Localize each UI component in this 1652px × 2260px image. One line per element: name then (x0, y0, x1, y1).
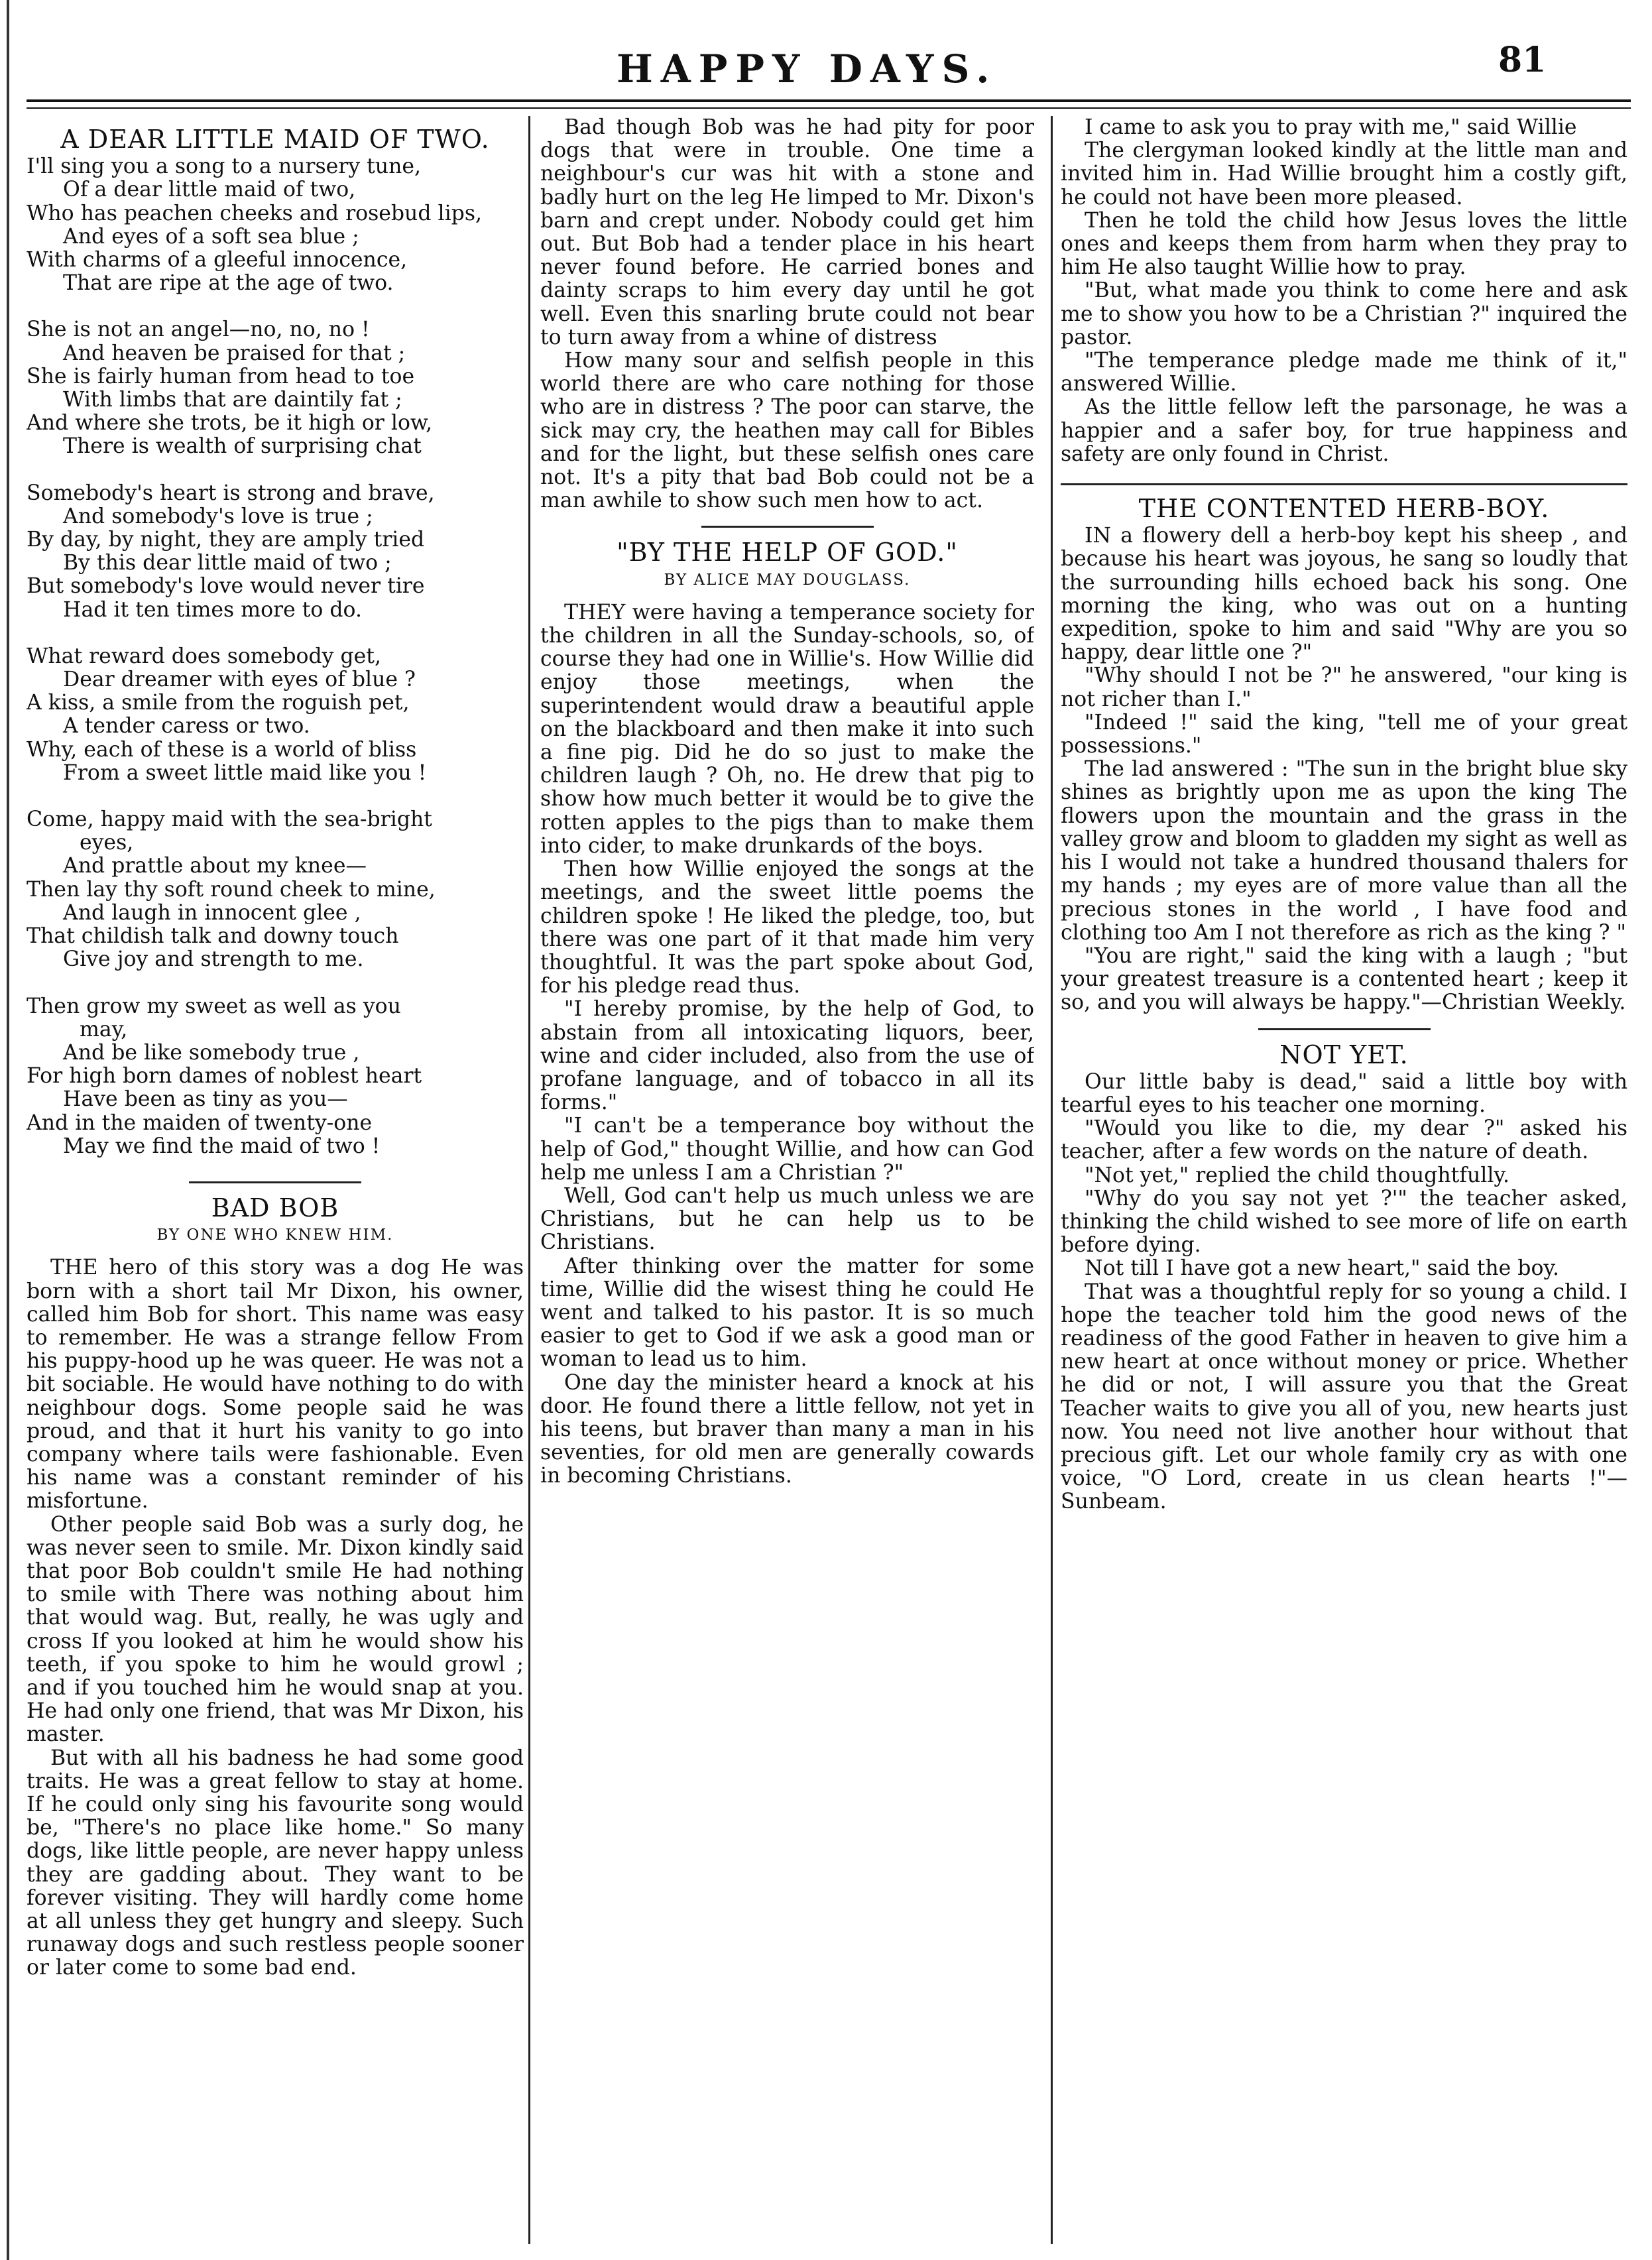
paragraph: Then how Willie enjoyed the songs at the meetings, and the sweet little poems the children spoke ! He liked the pledge, too, but there was one part of it that made him very thoughtful. It was the part spoke about God, for his pledge read thus. (540, 857, 1034, 998)
help-of-god-byline: BY ALICE MAY DOUGLASS. (664, 571, 911, 589)
poem-line: From a sweet little maid like you ! (63, 760, 427, 785)
poem-line: She is not an angel—no, no, no ! (27, 318, 370, 342)
poem-line: And somebody's love is true ; (63, 504, 373, 528)
poem-line: And laugh in innocent glee , (63, 900, 361, 925)
column-left (27, 116, 524, 2237)
paragraph: "I can't be a temperance boy without the help of God," thought Willie, and how can God help me unless I am a Christian ?" (540, 1114, 1034, 1185)
poem-line: Have been as tiny as you— (63, 1087, 348, 1112)
help-of-god-continued (1061, 116, 1627, 466)
column-divider (528, 116, 530, 2244)
paragraph: THE hero of this story was a dog He was born with a short tail Mr Dixon, his owner, called him Bob for short. This name was easy to remember. He was a strange fellow From his puppy-hood up he was queer. He was not a bit sociable. He would have nothing to do with neighbour dogs. Some people said he was proud, and that it hurt his vanity to go into company where tails were fashionable. Even his name was a constant reminder of his misfortune. (27, 1256, 524, 1514)
paragraph: "You are right," said the king with a laugh ; "but your greatest treasure is a contented heart ; keep it so, and you will always be happy."—Christian Weekly. (1061, 943, 1627, 1015)
poem-line: may, (80, 1017, 128, 1041)
section-divider (1258, 1028, 1431, 1030)
paragraph: How many sour and selfish people in this world there are who care nothing for those who are in distress ? The poor can starve, the sick may cry, the heathen may call for Bibles and for the light, but these selfish ones care not. It's a pity that bad Bob could not be a man awhile to show such men how to act. (540, 349, 1034, 513)
help-of-god-body (540, 601, 1034, 1488)
poem-line: Come, happy maid with the sea-bright (27, 807, 432, 832)
paragraph: I came to ask you to pray with me," said Willie (1085, 116, 1577, 139)
bad-bob-body (27, 1256, 524, 1980)
paragraph: Well, God can't help us much unless we are Christians, but he can help us to be Christians. (540, 1183, 1034, 1255)
poem-line: With limbs that are daintily fat ; (63, 388, 402, 412)
column-right (1061, 116, 1627, 2237)
section-divider (701, 526, 874, 528)
paragraph: That was a thoughtful reply for so young a child. I hope the teacher told him the good news of the readiness of the good Father in heaven to give him a new heart at once without money or price. Whether he did or not, I will assure you that the Great Teacher waits to give you all of you, new hearts just now. You need not live another hour without that precious gift. Let our whole family cry as with one voice, "O Lord, create in us clean hearts !"—Sunbeam. (1061, 1279, 1627, 1514)
poem-line: eyes, (80, 831, 134, 855)
poem-line: She is fairly human from head to toe (27, 364, 415, 388)
paragraph: After thinking over the matter for some time, Willie did the wisest thing he could He went and talked to his pastor. It is so much easier to get to God if we ask a good man or woman to lead us to him. (540, 1254, 1034, 1372)
not-yet-body (1061, 1071, 1627, 1514)
poem-line: I'll sing you a song to a nursery tune, (27, 154, 422, 179)
herb-boy-title: THE CONTENTED HERB-BOY. (1138, 494, 1550, 524)
poem-line: Had it ten times more to do. (63, 597, 362, 622)
poem-stanza (27, 645, 524, 785)
poem-stanza (27, 482, 524, 622)
header-rule-thin (27, 107, 1631, 109)
paragraph: Bad though Bob was he had pity for poor dogs that were in trouble. One time a neighbour's cur was hit with a stone and badly hurt on the leg He limped to Mr. Dixon's barn and crept under. Nobody could get him out. But Bob had a tender place in his heart never found before. He carried bones and dainty scraps to him every day until he got well. Even this snarling brute could not bear to turn away from a whine of distress (540, 116, 1034, 349)
poem-line: Then lay thy soft round cheek to mine, (27, 877, 436, 902)
poem-stanza (27, 318, 524, 458)
paragraph: Then he told the child how Jesus loves the little ones and keeps them from harm when they pray to him He also taught Willie how to pray. (1061, 208, 1627, 280)
paragraph: "I hereby promise, by the help of God, to abstain from all intoxicating liquors, beer, wine and cider included, also from the use of profane language, and of tobacco in all its forms." (540, 997, 1034, 1115)
paragraph: "Would you like to die, my dear ?" asked his teacher, after a few words on the nature of death. (1061, 1116, 1627, 1164)
poem-line: Why, each of these is a world of bliss (27, 737, 417, 762)
poem-line: A kiss, a smile from the roguish pet, (27, 691, 410, 715)
poem-line: Then grow my sweet as well as you (27, 994, 401, 1018)
paragraph: Not till I have got a new heart," said the boy. (1085, 1256, 1560, 1281)
poem-line: But somebody's love would never tire (27, 574, 425, 599)
column-divider (1051, 116, 1053, 2244)
page-edge-binding (7, 0, 9, 2260)
poem-stanza (27, 808, 524, 971)
poem-body (27, 155, 524, 1158)
column-middle (540, 116, 1034, 2237)
paragraph: "The temperance pledge made me think of it," answered Willie. (1061, 349, 1627, 396)
page-number: 81 (1498, 40, 1547, 80)
poem-line: Give joy and strength to me. (63, 947, 364, 972)
bad-bob-continued (540, 116, 1034, 512)
paragraph: As the little fellow left the parsonage, he was a happier and a safer boy, for true happiness and safety are only found in Christ. (1061, 395, 1627, 466)
poem-line: Of a dear little maid of two, (63, 178, 356, 202)
poem-line: By day, by night, they are amply tried (27, 528, 425, 552)
paragraph: "Not yet," replied the child thoughtfully. (1085, 1163, 1510, 1187)
herb-boy-body (1061, 524, 1627, 1014)
paragraph: "Why should I not be ?" he answered, "our king is not richer than I." (1061, 664, 1627, 711)
paragraph: "Indeed !" said the king, "tell me of your great possessions." (1061, 710, 1627, 758)
page-title: HAPPY DAYS. (617, 46, 998, 91)
poem-line: May we find the maid of two ! (63, 1134, 381, 1158)
help-of-god-title: "BY THE HELP OF GOD." (617, 538, 958, 567)
poem-title: A DEAR LITTLE MAID OF TWO. (60, 125, 490, 154)
poem-stanza (27, 995, 524, 1158)
poem-line: And in the maiden of twenty-one (27, 1110, 373, 1135)
poem-line: That are ripe at the age of two. (63, 271, 394, 296)
paragraph: Our little baby is dead," said a little boy with tearful eyes to his teacher one morning. (1061, 1069, 1627, 1117)
poem-stanza (27, 155, 524, 295)
poem-line: Who has peachen cheeks and rosebud lips, (27, 201, 483, 225)
paragraph: One day the minister heard a knock at his door. He found there a little fellow, not yet in his teens, but braver than many a man in his seventies, for old men are generally cowards in becoming Christians. (540, 1370, 1034, 1488)
paragraph: IN a flowery dell a herb-boy kept his sheep , and because his heart was joyous, he sang so loudly that the surrounding hills echoed back his song. One morning the king, who was out on a hunting expedition, spoke to him and said "Why are you so happy, dear little one ?" (1061, 524, 1627, 665)
paragraph: THEY were having a temperance society for the children in all the Sunday-schools, so, of course they had one in Willie's. How Willie did enjoy those meetings, when the superintendent would draw a beautiful apple on the blackboard and then make it into such a fine pig. Did he do so just to make the children laugh ? Oh, no. He drew that pig to show how much better it would be to give the rotten apples to the pigs than to make them into cider, to make drunkards of the boys. (540, 600, 1034, 858)
paragraph: "But, what made you think to come here and ask me to show you how to be a Christian ?" inquired the pastor. (1061, 278, 1627, 349)
poem-line: And prattle about my knee— (63, 854, 367, 878)
poem-line: Somebody's heart is strong and brave, (27, 481, 435, 505)
not-yet-title: NOT YET. (1279, 1040, 1409, 1069)
paragraph: Other people said Bob was a surly dog, he was never seen to smile. Mr. Dixon kindly said that poor Bob couldn't smile He had nothing to smile with There was nothing about him that would wag. But, really, he was ugly and cross If you looked at him he would show his teeth, if you spoke to him he would growl ; and if you touched him he would snap at you. He had only one friend, that was Mr Dixon, his master. (27, 1512, 524, 1747)
poem-line: There is wealth of surprising chat (63, 434, 422, 459)
header-rule (27, 99, 1631, 102)
poem-line: And where she trots, be it high or low, (27, 411, 433, 436)
poem-line: That childish talk and downy touch (27, 924, 399, 949)
paragraph: "Why do you say not yet ?'" the teacher asked, thinking the child wished to see more of life on earth before dying. (1061, 1186, 1627, 1258)
section-divider (1061, 483, 1627, 485)
poem-line: For high born dames of noblest heart (27, 1064, 422, 1089)
page-header (0, 27, 1652, 106)
paragraph: The lad answered : "The sun in the bright blue sky shines as brightly upon me as upon the king The flowers upon the mountain and the grass in the valley grow and bloom to gladden my sight as well as his I would not take a hundred thousand thalers for my hands ; my eyes are of more value than all the precious stones in the world , I have food and clothing too Am I not therefore as rich as the king ? " (1061, 757, 1627, 945)
paragraph: But with all his badness he had some good traits. He was a great fellow to stay at home. If he could only sing his favourite song would be, "There's no place like home." So many dogs, like little people, are never happy unless they are gadding about. They want to be forever visiting. They will hardly come home at all unless they get hungry and sleepy. Such runaway dogs and such restless people sooner or later come to some bad end. (27, 1746, 524, 1980)
poem-line: With charms of a gleeful innocence, (27, 248, 408, 272)
poem-line: Dear dreamer with eyes of blue ? (63, 668, 416, 692)
bad-bob-title: BAD BOB (211, 1193, 339, 1222)
poem-line: And be like somebody true , (63, 1040, 360, 1065)
paragraph: The clergyman looked kindly at the little man and invited him in. Had Willie brought him a costly gift, he could not have been more pleased. (1061, 139, 1627, 209)
poem-line: A tender caress or two. (63, 714, 310, 739)
poem-line: And eyes of a soft sea blue ; (63, 224, 359, 249)
section-divider (189, 1181, 361, 1183)
poem-line: What reward does somebody get, (27, 644, 381, 668)
poem-line: And heaven be praised for that ; (63, 341, 406, 365)
bad-bob-byline: BY ONE WHO KNEW HIM. (156, 1226, 394, 1244)
poem-line: By this dear little maid of two ; (63, 551, 392, 575)
